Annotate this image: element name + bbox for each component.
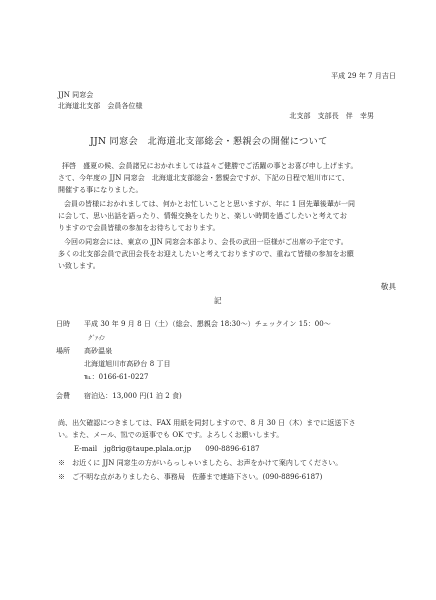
email-line: E-mail jg8rig@taupe.plala.or.jp 090-8896-6187 [74,445,260,453]
body-line: い致します。 [58,262,100,270]
venue-name: 高砂温泉 [84,347,113,355]
footnote: ※ お近くに JJN 同窓生の方がいらっしゃいましたら、お声をかけて案内してください。 [58,459,343,467]
body-line: 多くの北支部会員で武田会長をお迎えしたいと考えておりますので、重ねて皆様の参加をお願 [58,250,354,258]
body-line: さて、今年度の JJN 同窓会 北海道北支部総会・懇親会ですが、下記の日程で旭川市にて、 [58,174,350,182]
venue-address: 北海道旭川市高砂台 8 丁目 [84,360,171,368]
handwritten-note: ｸﾞｧｲﾝ [88,334,105,342]
ki-heading: 記 [214,296,222,305]
body-line: 会員の皆様におかれましては、何かとお忙しいことと思いますが、年に 1 回先輩後輩が一同 [64,200,356,208]
letter-title: JJN 同窓会 北海道北支部総会・懇親会の開催について [90,136,328,147]
body-line: 今回の同窓会には、東京の JJN 同窓会本部より、会長の武田一臣様がご出席の予定です。 [64,238,348,246]
body-line: りますので会員皆様の参加をお待ちしております。 [58,224,220,232]
body-line: に会して、思い出話を語ったり、情報交換をしたりと、楽しい時間を過ごしたいと考えてお [58,212,347,220]
sender: 北支部 支部長 伴 幸男 [289,112,374,120]
keigu: 敬具 [380,282,396,291]
recipient-line-2: 北海道北支部 会員各位様 [58,102,143,110]
body-line: 開催する事になりました。 [58,186,143,194]
date-label: 日時 [56,320,71,328]
letter-date: 平成 29 年 7 月吉日 [331,72,396,80]
venue-label: 場所 [56,347,71,355]
note-line: 尚、出欠確認につきましては、FAX 用紙を同封しますので、8 月 30 日（木）までに返送下さ [58,419,356,427]
date-value: 平成 30 年 9 月 8 日（土）（総会、懇親会 18:30〜）チェックイン 15：00〜 [84,320,331,328]
recipient-line-1: JJN 同窓会 [58,91,94,99]
footnote: ※ ご不明な点がありましたら、事務局 佐藤まで連絡下さい。(090-8896-6187) [58,473,323,481]
fee-label: 会費 [56,392,71,400]
fee-value: 宿泊込：13,000 円(1 泊 2 食) [84,392,182,400]
note-line: い。また、メール、℡での返事でも OK です。よろしくお願いします。 [58,431,284,439]
venue-tel: ℡：0166-61-0227 [84,373,149,381]
body-line: 拝啓 盛夏の候、会員諸兄におかれましては益々ご健勝でご活躍の事とお喜び申し上げます。 [62,162,358,170]
